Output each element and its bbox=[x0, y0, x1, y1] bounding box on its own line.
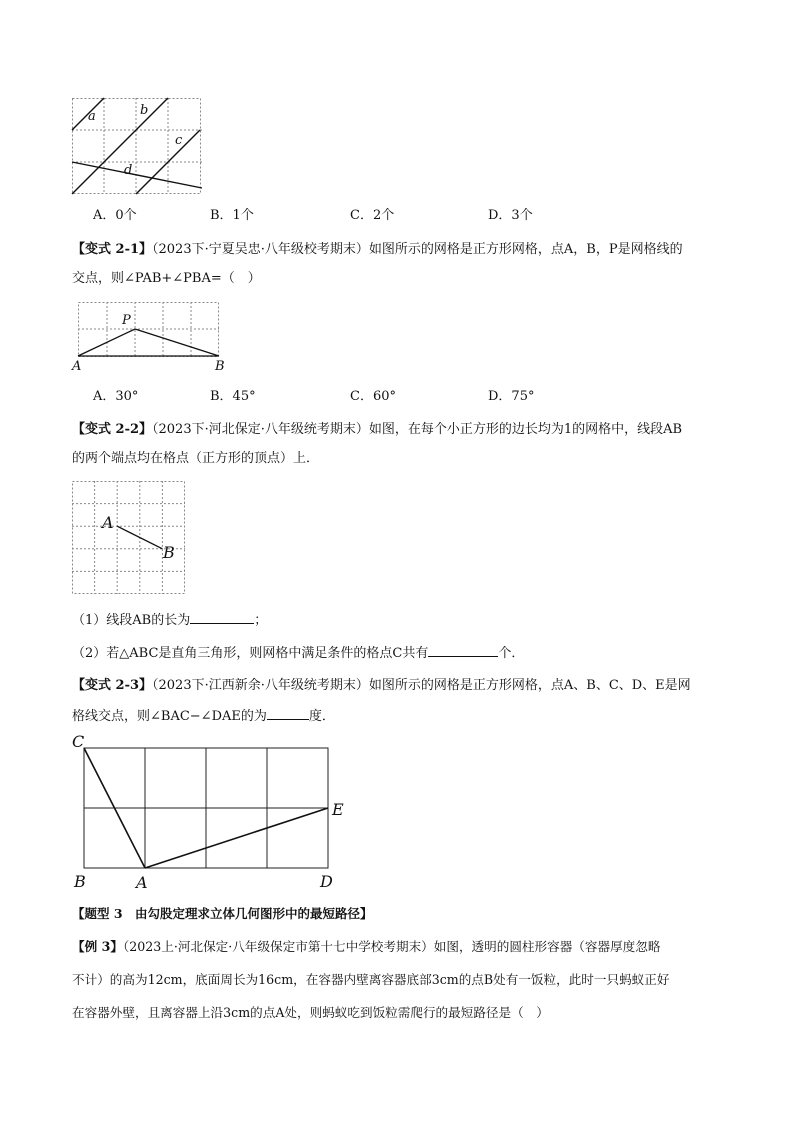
label-d: D bbox=[320, 872, 333, 891]
var23-source: （2023下·江西新余·八年级统考期末） bbox=[152, 678, 369, 693]
option-c[interactable]: C．2个 bbox=[350, 208, 395, 223]
label-b: b bbox=[140, 103, 149, 118]
var23-line1 bbox=[72, 676, 691, 696]
option-c[interactable]: C．60° bbox=[350, 389, 396, 404]
label-d: d bbox=[124, 163, 133, 178]
var23-line2: 格线交点，则∠BAC−∠DAE的为 度． bbox=[72, 705, 335, 727]
q1-options bbox=[93, 206, 613, 226]
answer-blank-2[interactable] bbox=[428, 642, 498, 657]
option-b[interactable]: B．45° bbox=[210, 389, 256, 404]
option-a[interactable]: A．30° bbox=[93, 389, 139, 404]
var21-tag: 【变式 2-1】 bbox=[72, 242, 153, 257]
var21-text1: 如图所示的网格是正方形网格，点A，B，P是网格线的 bbox=[368, 242, 683, 257]
var23-tag: 【变式 2-3】 bbox=[72, 678, 153, 693]
label-a: a bbox=[88, 109, 96, 124]
option-b[interactable]: B．1个 bbox=[210, 208, 254, 223]
type3-heading: 【题型 3 由勾股定理求立体几何图形中的最短路径】 bbox=[72, 906, 373, 921]
figure-1-grid bbox=[72, 98, 202, 194]
option-d[interactable]: D．75° bbox=[488, 389, 535, 404]
var23-text1: 如图所示的网格是正方形网格，点A、B、C、D、E是网 bbox=[368, 678, 691, 693]
var22-tag: 【变式 2-2】 bbox=[72, 422, 153, 437]
var22-q2: （2）若△ABC是直角三角形，则网格中满足条件的格点C共有 个． bbox=[72, 642, 524, 664]
label-b: B bbox=[163, 543, 175, 562]
ex3-tag: 【例 3】 bbox=[72, 939, 123, 954]
ex3-line2: 不计）的高为12cm，底面周长为16cm，在容器内壁离容器底部3cm的点B处有一饭粒，此时一只蚂蚁正好 bbox=[72, 972, 670, 987]
figure-var23 bbox=[70, 732, 360, 894]
var22-line2: 的两个端点均在格点（正方形的顶点）上． bbox=[72, 451, 320, 466]
var22-q1: （1）线段AB的长为 ； bbox=[72, 609, 267, 631]
label-e: E bbox=[332, 800, 344, 819]
label-c: c bbox=[175, 133, 183, 148]
figure-var22-svg bbox=[72, 481, 186, 595]
var21-source: （2023下·宁夏吴忠·八年级校考期末） bbox=[152, 242, 369, 257]
var21-line2: 交点，则∠PAB+∠PBA=（ ） bbox=[72, 271, 261, 286]
line-b bbox=[72, 98, 168, 194]
label-c: C bbox=[72, 732, 85, 751]
var22-source: （2023下·河北保定·八年级统考期末） bbox=[152, 422, 369, 437]
option-d[interactable]: D．3个 bbox=[488, 208, 533, 223]
answer-blank-1[interactable] bbox=[190, 609, 254, 624]
label-p: P bbox=[122, 313, 131, 328]
figure-var21 bbox=[72, 300, 242, 376]
segment-pb bbox=[135, 329, 219, 356]
option-a[interactable]: A．0个 bbox=[93, 208, 137, 223]
var21-options bbox=[93, 387, 613, 407]
segment-ae bbox=[145, 808, 328, 868]
label-b: B bbox=[74, 872, 86, 891]
label-a: A bbox=[72, 359, 82, 374]
var21-line1 bbox=[72, 240, 683, 260]
answer-blank-3[interactable] bbox=[267, 705, 309, 720]
label-b: B bbox=[215, 359, 225, 374]
ex3-line1: 【例 3】（2023上·河北保定·八年级保定市第十七中学校考期末）如图，透明的圆柱形容器（容器厚度忽略 bbox=[72, 939, 661, 954]
label-a: A bbox=[102, 513, 114, 532]
label-a: A bbox=[136, 873, 148, 892]
var22-text1: 如图，在每个小正方形的边长均为1的网格中，线段AB bbox=[368, 422, 683, 437]
ex3-line3: 在容器外壁，且离容器上沿3cm的点A处，则蚂蚁吃到饭粒需爬行的最短路径是（ ） bbox=[72, 1005, 549, 1020]
figure-var23-svg bbox=[70, 732, 360, 894]
figure-var22 bbox=[72, 481, 186, 595]
var22-line1 bbox=[72, 420, 682, 440]
